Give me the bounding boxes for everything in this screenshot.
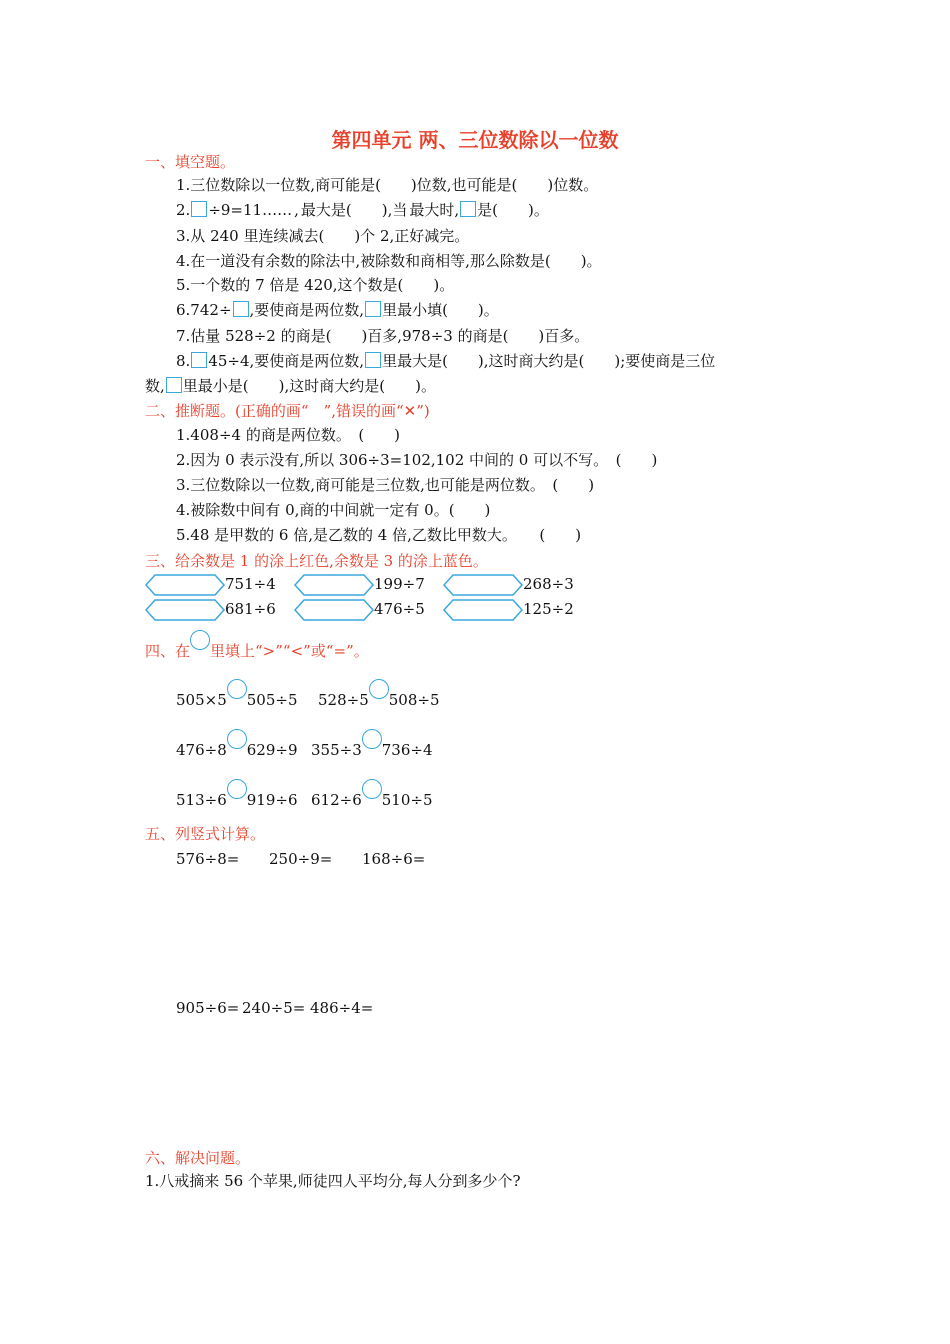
hexagon-icon: [145, 599, 225, 621]
calc-3: 168÷6=: [362, 850, 426, 868]
q2-text: ÷9=11……: [208, 201, 293, 219]
s2-q4: 4.被除数中间有 0,商的中间就一定有 0。( ): [176, 501, 491, 519]
section-1-heading: 一、填空题。: [145, 153, 236, 171]
section-5-heading: 五、列竖式计算。: [145, 825, 266, 843]
s2-q5: 5.48 是甲数的 6 倍,是乙数的 4 倍,乙数比甲数大。 ( ): [176, 526, 582, 544]
s1-q8-continued: [145, 376, 436, 396]
s1-q2: [176, 200, 549, 220]
circle-icon: [227, 679, 247, 699]
hex-expr: 125÷2: [523, 600, 574, 618]
hex-row-2: [145, 599, 276, 621]
circle-icon: [369, 679, 389, 699]
square-box-icon: [460, 201, 476, 217]
hex-cell: [443, 574, 574, 596]
calc-5: 240÷5=: [242, 999, 306, 1017]
hex-expr: 751÷4: [225, 575, 276, 593]
section-4-heading: [145, 630, 369, 661]
s2-q3: 3.三位数除以一位数,商可能是三位数,也可能是两位数。 ( ): [176, 476, 595, 494]
compare-expr: 505×5: [176, 691, 227, 709]
hex-expr: 199÷7: [374, 575, 425, 593]
compare-expr: 528÷5: [318, 691, 369, 709]
hexagon-icon: [443, 599, 523, 621]
compare-expr: 508÷5: [388, 691, 440, 709]
circle-icon: [227, 729, 247, 749]
q8-number: 8.: [176, 352, 191, 370]
page-title: 第四单元 两、三位数除以一位数: [331, 128, 619, 152]
compare-expr: 736÷4: [381, 741, 433, 759]
hexagon-icon: [294, 574, 374, 596]
compare-row-3: [176, 779, 298, 810]
q2-number: 2.: [176, 201, 191, 219]
calc-6: 486÷4=: [310, 999, 374, 1017]
hex-expr: 476÷5: [374, 600, 425, 618]
hex-cell: [294, 599, 425, 621]
compare-row-2b: [311, 729, 433, 760]
square-box-icon: [233, 301, 249, 317]
compare-expr: 629÷9: [246, 741, 298, 759]
q6-text-2: ,要使商是两位数,: [249, 301, 365, 319]
section-3-heading: 三、给余数是 1 的涂上红色,余数是 3 的涂上蓝色。: [145, 552, 488, 570]
q8-text: 45÷4,要使商是两位数,: [208, 352, 365, 370]
q8-text-4: 里最小是( ),这时商大约是( )。: [182, 377, 436, 395]
square-box-icon: [365, 352, 381, 368]
square-box-icon: [365, 301, 381, 317]
compare-row-3b: [311, 779, 433, 810]
q2-text-3: 最大时,: [409, 201, 460, 219]
square-box-icon: [191, 201, 207, 217]
hex-cell: [443, 599, 574, 621]
q8-text-2: 里最大是( ),这时商大约是( );要使商是三位: [382, 352, 716, 370]
compare-expr: 919÷6: [246, 791, 298, 809]
hexagon-icon: [443, 574, 523, 596]
circle-icon: [227, 779, 247, 799]
s1-q6: [176, 300, 499, 320]
q6-text: 6.742÷: [176, 301, 232, 319]
compare-expr: 513÷6: [176, 791, 227, 809]
square-box-icon: [166, 377, 182, 393]
s4-heading-part-1: 四、在: [145, 642, 191, 660]
circle-icon: [362, 729, 382, 749]
circle-icon: [362, 779, 382, 799]
compare-expr: 355÷3: [311, 741, 362, 759]
q2-comma: ,: [294, 201, 299, 219]
hex-expr: 681÷6: [225, 600, 276, 618]
compare-expr: 510÷5: [381, 791, 433, 809]
compare-expr: 505÷5: [246, 691, 298, 709]
q2-text-4: 是( )。: [477, 201, 549, 219]
hexagon-icon: [294, 599, 374, 621]
compare-row-2: [176, 729, 298, 760]
section-2-heading: 二、推断题。(正确的画“ ”,错误的画“✕”): [145, 402, 430, 420]
compare-row-1: [176, 679, 298, 710]
s6-q1: 1.八戒摘来 56 个苹果,师徒四人平均分,每人分到多少个?: [145, 1172, 521, 1190]
s4-heading-part-2: 里填上“>”“<”或“=”。: [210, 642, 369, 660]
compare-expr: 476÷8: [176, 741, 227, 759]
q8-text-3: 数,: [145, 377, 165, 395]
s1-q4: 4.在一道没有余数的除法中,被除数和商相等,那么除数是( )。: [176, 252, 602, 270]
hex-expr: 268÷3: [523, 575, 574, 593]
q2-text-2: 最大是( ),当: [300, 201, 408, 219]
section-6-heading: 六、解决问题。: [145, 1149, 251, 1167]
calc-4: 905÷6=: [176, 999, 240, 1017]
s2-q1: 1.408÷4 的商是两位数。 ( ): [176, 426, 401, 444]
compare-expr: 612÷6: [311, 791, 362, 809]
s1-q1: 1.三位数除以一位数,商可能是( )位数,也可能是( )位数。: [176, 176, 599, 194]
s1-q7: 7.估量 528÷2 的商是( )百多,978÷3 的商是( )百多。: [176, 327, 590, 345]
s1-q8: [176, 351, 715, 371]
hex-row-1: [145, 574, 276, 596]
s1-q5: 5.一个数的 7 倍是 420,这个数是( )。: [176, 276, 455, 294]
q6-text-3: 里最小填( )。: [382, 301, 499, 319]
hexagon-icon: [145, 574, 225, 596]
compare-row-1b: [318, 679, 440, 710]
circle-icon: [190, 630, 210, 650]
square-box-icon: [191, 352, 207, 368]
hex-cell: [294, 574, 425, 596]
s2-q2: 2.因为 0 表示没有,所以 306÷3=102,102 中间的 0 可以不写。 ( ): [176, 451, 658, 469]
calc-1: 576÷8=: [176, 850, 240, 868]
calc-2: 250÷9=: [269, 850, 333, 868]
s1-q3: 3.从 240 里连续减去( )个 2,正好减完。: [176, 227, 470, 245]
